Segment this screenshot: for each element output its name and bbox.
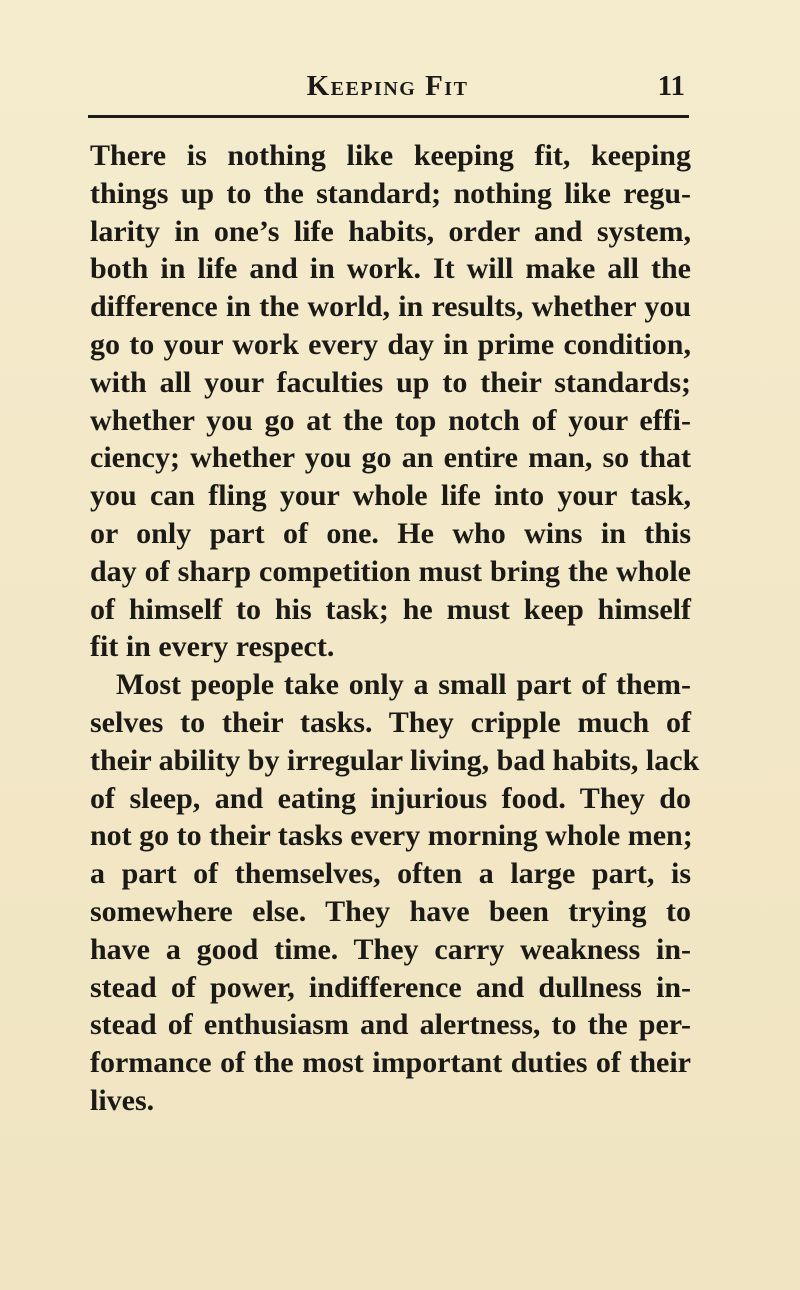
text-line: There is nothing like keeping fit, keeping xyxy=(90,139,691,172)
text-line: things up to the standard; nothing like regu- xyxy=(90,176,691,210)
text-line: ciency; whether you go an entire man, so that xyxy=(90,441,691,475)
text-line: both in life and in work. It will make all the xyxy=(90,252,691,286)
text-line: not go to their tasks every morning whole men; xyxy=(90,819,693,853)
text-line: fit in every respect. xyxy=(90,630,335,664)
text-line: have a good time. They carry weakness in- xyxy=(90,932,691,966)
running-head xyxy=(86,66,689,106)
header-rule xyxy=(88,115,689,118)
text-line: Most people take only a small part of them- xyxy=(116,668,691,702)
page-number: 11 xyxy=(657,70,685,102)
text-line: somewhere else. They have been trying to xyxy=(90,894,691,928)
text-line: selves to their tasks. They cripple much of xyxy=(90,705,691,739)
text-line: with all your faculties up to their standards; xyxy=(90,365,691,399)
body-text xyxy=(90,137,700,1120)
text-line: day of sharp competition must bring the whole xyxy=(90,554,691,588)
text-line: difference in the world, in results, whether you xyxy=(90,290,691,324)
text-line: go to your work every day in prime condition, xyxy=(90,327,691,361)
text-line: you can fling your whole life into your task, xyxy=(90,479,691,513)
text-line: of sleep, and eating injurious food. They do xyxy=(90,781,691,815)
text-line: whether you go at the top notch of your effi- xyxy=(90,403,691,437)
text-line: larity in one’s life habits, order and system, xyxy=(90,214,691,248)
text-line: formance of the most important duties of their xyxy=(90,1046,691,1080)
running-title: Keeping Fit xyxy=(306,70,469,102)
text-line: their ability by irregular living, bad habits, lack xyxy=(90,743,700,777)
text-line: stead of power, indifference and dullness in- xyxy=(90,970,691,1004)
text-line: or only part of one. He who wins in this xyxy=(90,516,691,550)
text-line: stead of enthusiasm and alertness, to the per- xyxy=(90,1008,691,1042)
text-line: lives. xyxy=(90,1083,155,1117)
text-line: of himself to his task; he must keep himself xyxy=(90,592,691,626)
text-line: a part of themselves, often a large part, is xyxy=(90,857,691,891)
